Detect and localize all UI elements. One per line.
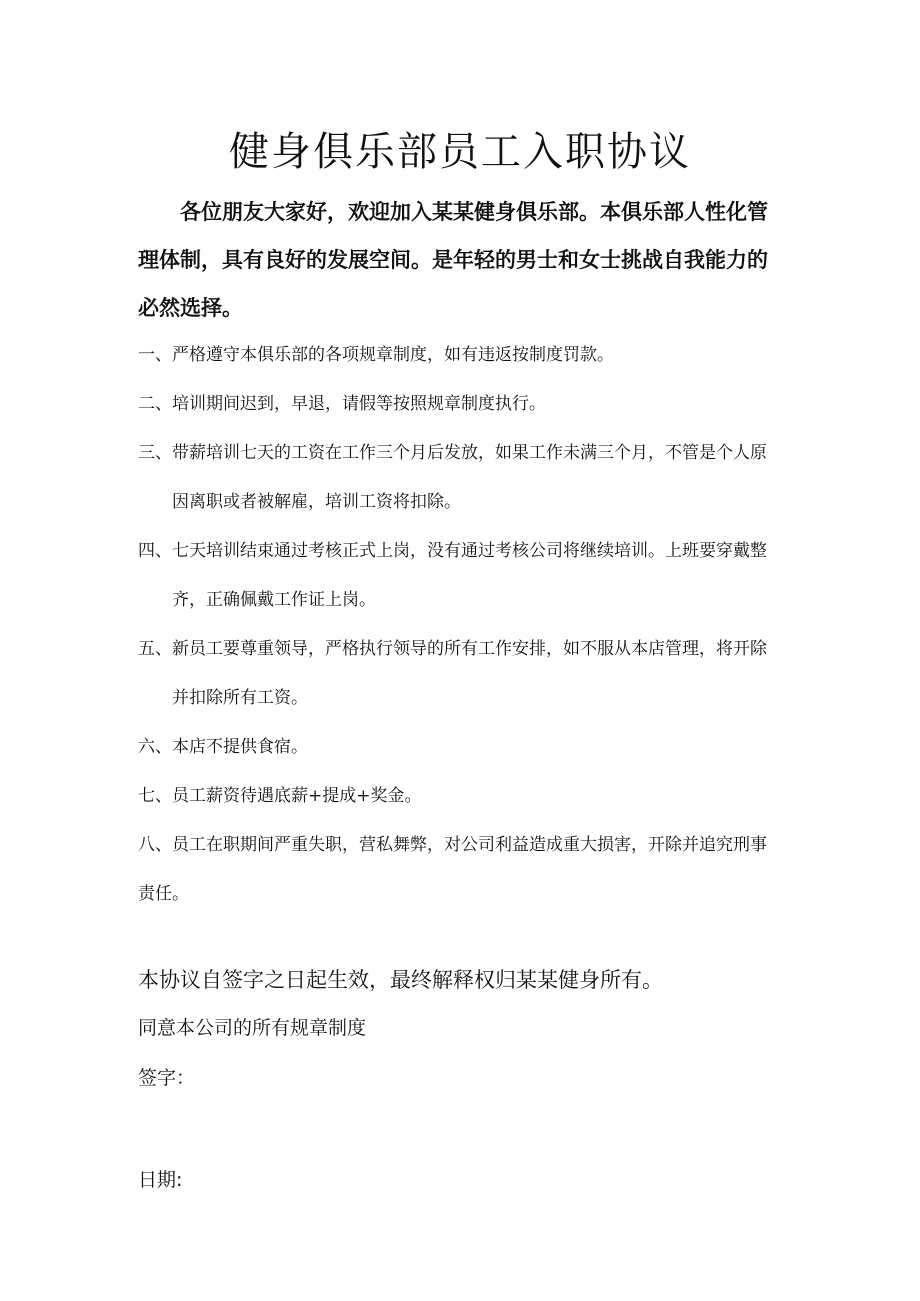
rule-number: 七、 xyxy=(138,786,172,806)
rule-text: 新员工要尊重领导，严格执行领导的所有工作安排，如不服从本店管理，将开除并扣除所有工资。 xyxy=(172,639,767,708)
effective-statement: 本协议自签字之日起生效，最终解释权归某某健身所有。 xyxy=(138,968,663,992)
rule-number: 八、 xyxy=(138,835,172,855)
rule-text: 带薪培训七天的工资在工作三个月后发放，如果工作未满三个月，不管是个人原因离职或者被解雇，培训工资将扣除。 xyxy=(172,443,767,512)
rule-item-6 xyxy=(138,723,778,772)
rule-number: 四、 xyxy=(138,541,172,561)
rule-item-5 xyxy=(138,625,778,723)
rule-text: 培训期间迟到，早退，请假等按照规章制度执行。 xyxy=(172,394,546,414)
rules-list xyxy=(138,331,778,919)
rule-text: 严格遵守本俱乐部的各项规章制度，如有违返按制度罚款。 xyxy=(172,345,614,365)
rule-text: 员工薪资待遇底薪+提成+奖金。 xyxy=(172,786,422,806)
rule-item-7 xyxy=(138,772,778,821)
rule-number: 六、 xyxy=(138,737,172,757)
signature-label: 签字： xyxy=(138,1067,196,1089)
rule-number: 三、 xyxy=(138,443,172,463)
intro-paragraph: 各位朋友大家好，欢迎加入某某健身俱乐部。本俱乐部人性化管理体制，具有良好的发展空间。是年轻的男士和女士挑战自我能力的必然选择。 xyxy=(138,200,768,320)
rule-item-8 xyxy=(138,821,778,919)
rule-text: 本店不提供食宿。 xyxy=(172,737,308,757)
rule-item-2 xyxy=(138,380,778,429)
rule-number: 一、 xyxy=(138,345,172,365)
rule-number: 二、 xyxy=(138,394,172,414)
rule-number: 五、 xyxy=(138,639,172,659)
rule-item-3 xyxy=(138,429,778,527)
rule-item-1 xyxy=(138,331,778,380)
rule-item-4 xyxy=(138,527,778,625)
agree-statement: 同意本公司的所有规章制度 xyxy=(138,1017,367,1039)
rule-text: 七天培训结束通过考核正式上岗，没有通过考核公司将继续培训。上班要穿戴整齐，正确佩戴工作证上岗。 xyxy=(172,541,767,610)
document-title: 健身俱乐部员工入职协议 xyxy=(229,129,691,175)
date-label: 日期: xyxy=(138,1169,183,1191)
rule-text: 员工在职期间严重失职，营私舞弊，对公司利益造成重大损害，开除并追究刑事责任。 xyxy=(138,835,767,904)
